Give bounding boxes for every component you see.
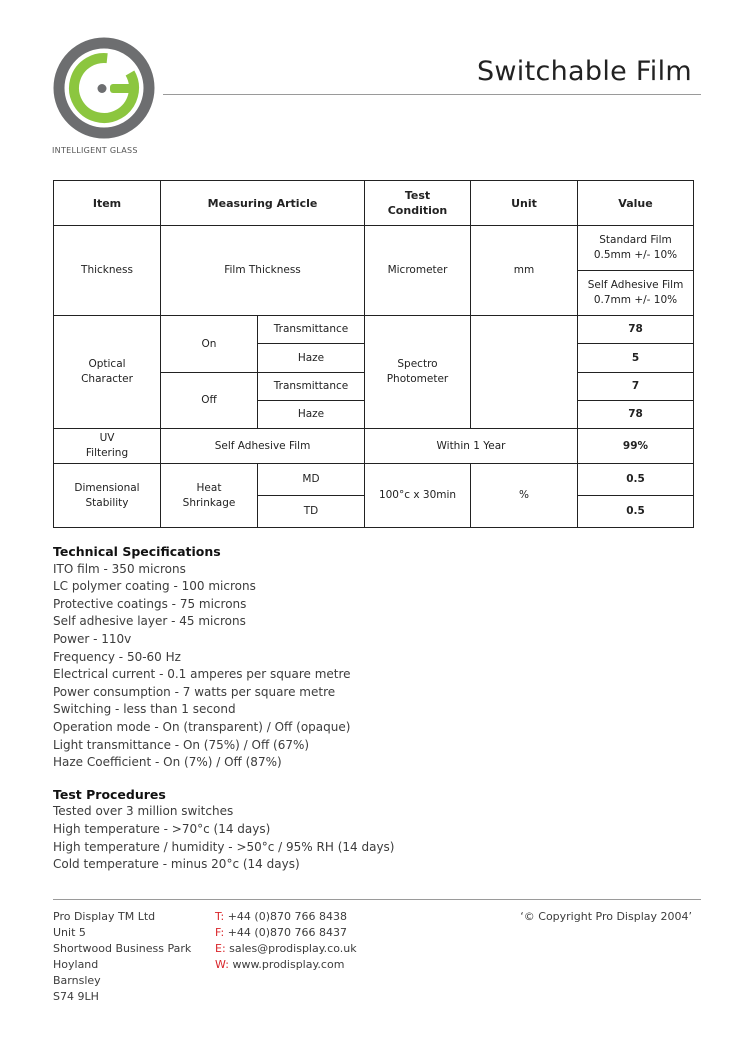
contact-fax bbox=[215, 925, 357, 941]
list-item: Electrical current - 0.1 amperes per square metre bbox=[53, 667, 351, 682]
spec-table bbox=[53, 180, 694, 528]
page-title: Switchable Film bbox=[476, 56, 692, 87]
dimensional-condition: 100°c x 30min bbox=[365, 464, 471, 528]
header-measuring-article: Measuring Article bbox=[161, 181, 365, 226]
dimensional-td: TD bbox=[258, 496, 365, 528]
intelligent-glass-logo bbox=[52, 36, 160, 140]
dimensional-md-value: 0.5 bbox=[578, 464, 694, 496]
procedures-heading: Test Procedures bbox=[53, 786, 166, 802]
dimensional-item: Dimensional Stability bbox=[54, 464, 161, 528]
address-line: Shortwood Business Park bbox=[53, 942, 192, 955]
address-line: Hoyland bbox=[53, 958, 99, 971]
table-row bbox=[54, 316, 694, 344]
contact-value: +44 (0)870 766 8437 bbox=[227, 926, 347, 939]
uv-article: Self Adhesive Film bbox=[161, 429, 365, 464]
optical-item: Optical Character bbox=[54, 316, 161, 429]
header-unit: Unit bbox=[471, 181, 578, 226]
optical-on-transmittance: Transmittance bbox=[258, 316, 365, 344]
technical-heading: Technical Specifications bbox=[53, 544, 221, 559]
list-item: Haze Coefficient - On (7%) / Off (87%) bbox=[53, 755, 282, 770]
contact-phone bbox=[215, 909, 357, 925]
contact-key: F: bbox=[215, 926, 225, 939]
address-line: Pro Display TM Ltd bbox=[53, 910, 156, 923]
table-row bbox=[54, 226, 694, 271]
table-row bbox=[54, 464, 694, 496]
list-item: ITO film - 350 microns bbox=[53, 561, 186, 576]
list-item: Power consumption - 7 watts per square metre bbox=[53, 684, 336, 699]
list-item: High temperature - >70°c (14 days) bbox=[53, 821, 271, 836]
optical-off-haze: Haze bbox=[258, 401, 365, 429]
thickness-value-standard: Standard Film 0.5mm +/- 10% bbox=[578, 226, 694, 271]
contact-web bbox=[215, 957, 357, 973]
list-item: Self adhesive layer - 45 microns bbox=[53, 614, 246, 629]
table-row bbox=[54, 429, 694, 464]
optical-on-haze-value: 5 bbox=[578, 344, 694, 373]
thickness-article: Film Thickness bbox=[161, 226, 365, 316]
list-item: Cold temperature - minus 20°c (14 days) bbox=[53, 857, 300, 872]
list-item: Tested over 3 million switches bbox=[53, 804, 234, 819]
list-item: Power - 110v bbox=[53, 631, 132, 646]
title-divider bbox=[163, 94, 701, 95]
header-test-condition: Test Condition bbox=[365, 181, 471, 226]
optical-off-transmittance-value: 7 bbox=[578, 373, 694, 401]
dimensional-td-value: 0.5 bbox=[578, 496, 694, 528]
table-header-row bbox=[54, 181, 694, 226]
address-line: S74 9LH bbox=[53, 990, 99, 1003]
list-item: Switching - less than 1 second bbox=[53, 702, 236, 717]
contact-key: W: bbox=[215, 958, 229, 971]
dimensional-md: MD bbox=[258, 464, 365, 496]
list-item: LC polymer coating - 100 microns bbox=[53, 579, 256, 594]
thickness-condition: Micrometer bbox=[365, 226, 471, 316]
optical-unit bbox=[471, 316, 578, 429]
logo-tm: TM bbox=[144, 80, 150, 85]
optical-on-haze: Haze bbox=[258, 344, 365, 373]
address-line: Barnsley bbox=[53, 974, 101, 987]
optical-on: On bbox=[161, 316, 258, 373]
optical-on-transmittance-value: 78 bbox=[578, 316, 694, 344]
optical-off-transmittance: Transmittance bbox=[258, 373, 365, 401]
specifications-section bbox=[53, 543, 713, 874]
header-value: Value bbox=[578, 181, 694, 226]
address-line: Unit 5 bbox=[53, 926, 86, 939]
list-item: Operation mode - On (transparent) / Off (opaque) bbox=[53, 719, 351, 734]
list-item: High temperature / humidity - >50°c / 95% RH (14 days) bbox=[53, 839, 395, 854]
list-item: Protective coatings - 75 microns bbox=[53, 596, 247, 611]
copyright: ‘© Copyright Pro Display 2004’ bbox=[520, 910, 692, 923]
contact-email bbox=[215, 941, 357, 957]
footer-divider bbox=[53, 899, 701, 900]
list-item: Frequency - 50-60 Hz bbox=[53, 649, 181, 664]
uv-condition: Within 1 Year bbox=[365, 429, 578, 464]
thickness-unit: mm bbox=[471, 226, 578, 316]
contact-value: sales@prodisplay.co.uk bbox=[229, 942, 357, 955]
uv-item: UV Filtering bbox=[54, 429, 161, 464]
header-item: Item bbox=[54, 181, 161, 226]
footer-contacts bbox=[215, 909, 357, 973]
thickness-item: Thickness bbox=[54, 226, 161, 316]
contact-key: E: bbox=[215, 942, 226, 955]
list-item: Light transmittance - On (75%) / Off (67%) bbox=[53, 737, 310, 752]
contact-key: T: bbox=[215, 910, 225, 923]
uv-value: 99% bbox=[578, 429, 694, 464]
contact-value: +44 (0)870 766 8438 bbox=[227, 910, 347, 923]
contact-value: www.prodisplay.com bbox=[232, 958, 345, 971]
optical-condition: Spectro Photometer bbox=[365, 316, 471, 429]
optical-off: Off bbox=[161, 373, 258, 429]
optical-off-haze-value: 78 bbox=[578, 401, 694, 429]
thickness-value-self-adhesive: Self Adhesive Film 0.7mm +/- 10% bbox=[578, 271, 694, 316]
dimensional-unit: % bbox=[471, 464, 578, 528]
dimensional-article: Heat Shrinkage bbox=[161, 464, 258, 528]
footer-address bbox=[53, 909, 191, 1005]
logo-caption: INTELLIGENT GLASS bbox=[52, 146, 138, 155]
